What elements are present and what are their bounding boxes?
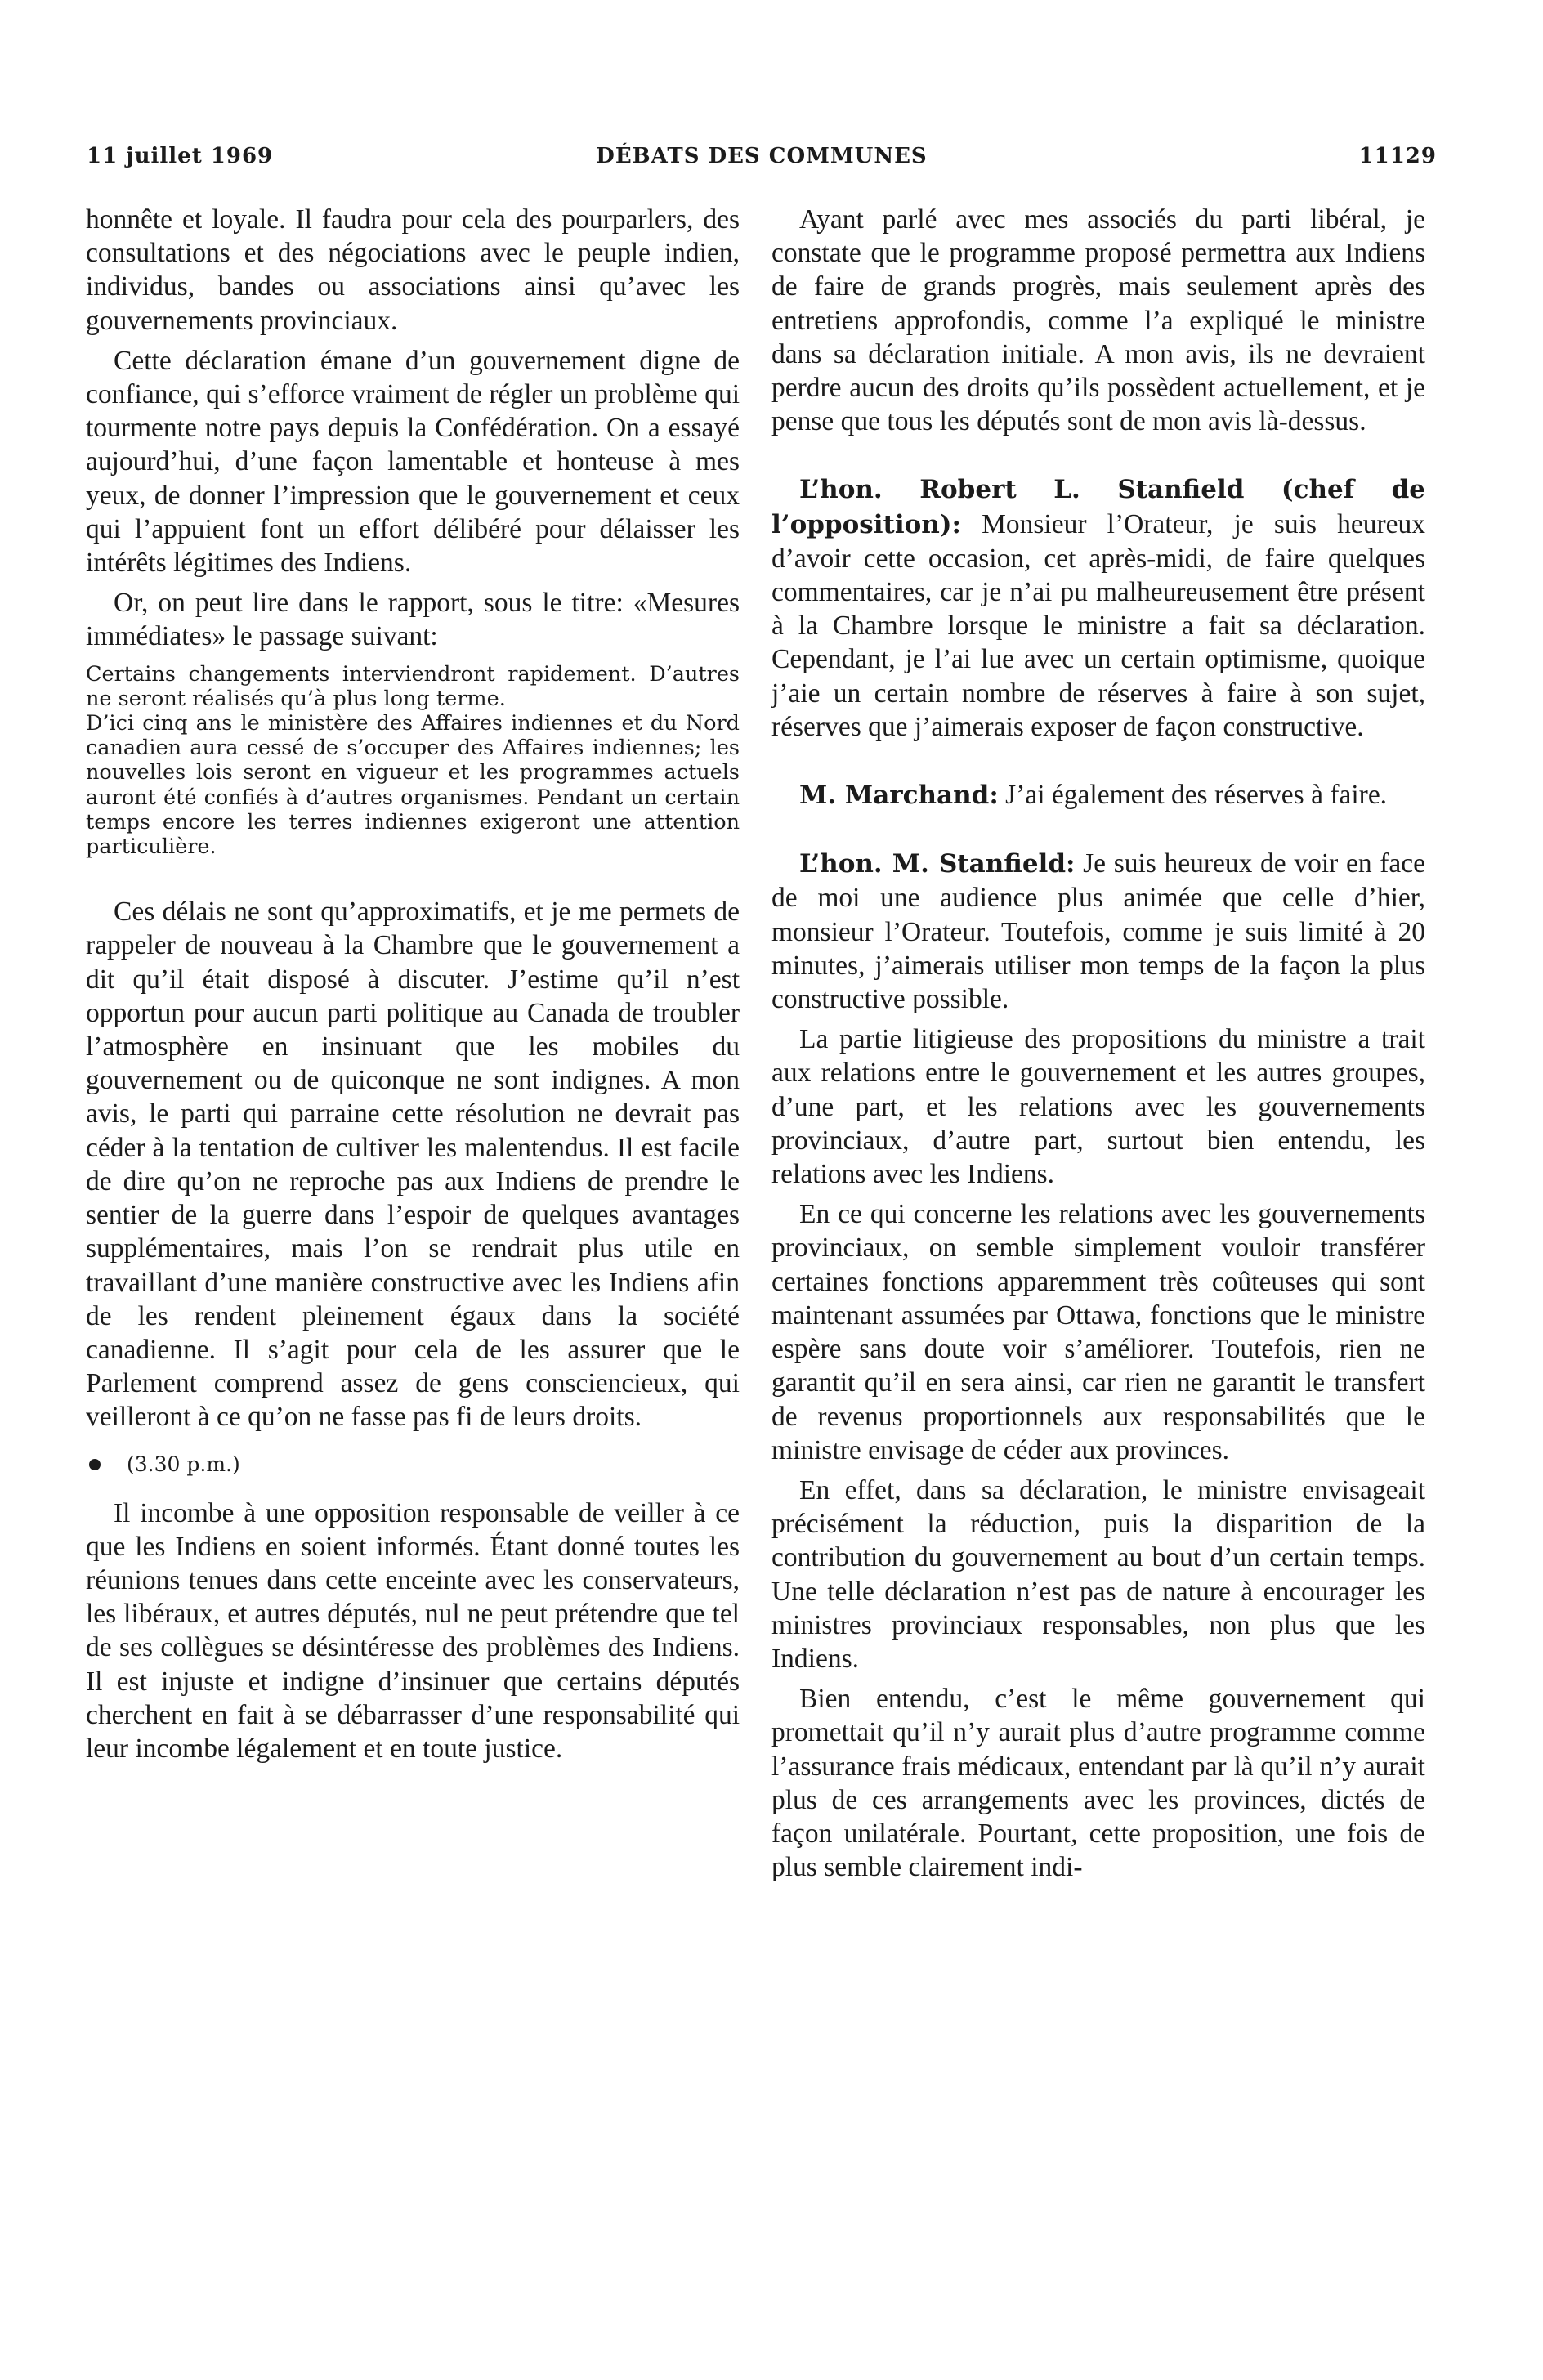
- speech-marchand: [772, 778, 1425, 812]
- right-paragraph-5: Bien entendu, c’est le même gouvernement qui promettait qu’il n’y aurait plus d’autre programme comme l’assurance frais médicaux, entendant par là qu’il n’y aurait plus de ces arrangements avec les provinces, dictés de façon unilatérale. Pourtant, cette proposition, une fois de plus semble clairement indi-: [772, 1684, 1425, 1883]
- quote-paragraph-2: D’ici cinq ans le ministère des Affaires indiennes et du Nord canadien aura cessé de s’occuper des Affaires indiennes; les nouvelles lois seront en vigueur et les programmes actuels auront été confiés à d’autres organismes. Pendant un certain temps encore les terres indiennes exigeront une attention particulière.: [86, 711, 740, 860]
- left-paragraph-2: Cette déclaration émane d’un gouvernement digne de confiance, qui s’efforce vraiment de régler un problème qui tourmente notre pays depuis la Confédération. On a essayé aujourd’hui, d’une façon lamentable et honteuse à mes yeux, de donner l’impression que le gouvernement et ceux qui l’appuient font un effort délibéré pour délaisser les intérêts légitimes des Indiens.: [86, 345, 740, 579]
- speech-stanfield-1: [772, 472, 1425, 744]
- speaker-name: L’hon. M. Stanfield:: [799, 849, 1076, 879]
- header-date: 11 juillet 1969: [87, 144, 274, 168]
- header-page-number: 11129: [1358, 144, 1437, 168]
- right-column: [772, 203, 1425, 1884]
- time-marker-text: (3.30 p.m.): [127, 1452, 240, 1476]
- speaker-name: L’hon. Robert L. Stanfield (chef de l’opposition):: [772, 475, 1425, 539]
- left-paragraph-4: Ces délais ne sont qu’approximatifs, et je me permets de rappeler de nouveau à la Chambre que le gouvernement a dit qu’il était disposé à discuter. J’estime qu’il n’est opportun pour aucun parti politique au Canada de troubler l’atmosphère en insinuant que les mobiles du gouvernement ou de quiconque ne sont indignes. A mon avis, le parti qui parraine cette résolution ne devrait pas céder à la tentation de cultiver les malentendus. Il est facile de dire qu’on ne reproche pas aux Indiens de prendre le sentier de la guerre dans l’espoir de quelques avantages supplémentaires, mais l’on se rendrait plus utile en travaillant d’une manière constructive avec les Indiens afin de les rendent pleinement égaux dans la société canadienne. Il s’agit pour cela de les assurer que le Parlement comprend assez de gens consciencieux, qui veilleront à ce qu’on ne fasse pas fi de leurs droits.: [86, 897, 740, 1433]
- header-title: DÉBATS DES COMMUNES: [596, 144, 928, 168]
- time-marker: [86, 1452, 740, 1477]
- speech-stanfield-2: [772, 847, 1425, 1016]
- block-quote: [86, 662, 740, 860]
- left-paragraph-5: Il incombe à une opposition responsable de veiller à ce que les Indiens en soient informés. Étant donné toutes les réunions tenues dans cette enceinte avec les conservateurs, les libéraux, et autres députés, nul ne peut prétendre que tel de ses collègues se désintéresse des problèmes des Indiens. Il est injuste et indigne d’insinuer que certains députés cherchent en fait à se débarrasser d’une responsabilité qui leur incombe légalement et en toute justice.: [86, 1497, 740, 1764]
- left-paragraph-3: Or, on peut lire dans le rapport, sous le titre: «Mesures immédiates» le passage suivant:: [86, 588, 740, 652]
- right-paragraph-2: La partie litigieuse des propositions du ministre a trait aux relations entre le gouvernement et les autres groupes, d’une part, et les relations avec les gouvernements provinciaux, d’autre part, surtout bien entendu, les relations avec les Indiens.: [772, 1024, 1425, 1190]
- running-header: [87, 144, 1437, 177]
- speech-text: Je suis heureux de voir en face de moi une audience plus animée que celle d’hier, monsieur l’Orateur. Toutefois, comme je suis limité à 20 minutes, j’aimerais utiliser mon temps de la façon la plus constructive possible.: [772, 848, 1426, 1015]
- right-paragraph-1: Ayant parlé avec mes associés du parti libéral, je constate que le programme proposé permettra aux Indiens de faire de grands progrès, mais seulement après des entretiens approfondis, comme l’a expliqué le ministre dans sa déclaration initiale. A mon avis, ils ne devraient perdre aucun des droits qu’ils possèdent actuellement, et je pense que tous les députés sont de mon avis là-dessus.: [772, 204, 1425, 437]
- speech-text: J’ai également des réserves à faire.: [1005, 780, 1388, 811]
- speech-text: Monsieur l’Orateur, je suis heureux d’avoir cette occasion, cet après-midi, de faire quelques commentaires, car je n’ai pu malheureusement être présent à la Chambre lorsque le ministre a fait sa déclaration. Cependant, je l’ai lue avec un certain optimisme, quoique j’aie un certain nombre de réserves à faire à son sujet, réserves que j’aimerais exposer de façon constructive.: [772, 508, 1426, 742]
- bullet-icon: [89, 1459, 101, 1470]
- left-paragraph-1: honnête et loyale. Il faudra pour cela des pourparlers, des consultations et des négociations avec le peuple indien, individus, bandes ou associations ainsi qu’avec les gouvernements provinciaux.: [86, 204, 740, 336]
- right-paragraph-4: En effet, dans sa déclaration, le ministre envisageait précisément la réduction, puis la disparition de la contribution du gouvernement au bout d’un certain temps. Une telle déclaration n’est pas de nature à encourager les ministres provinciaux responsables, non plus que les Indiens.: [772, 1474, 1425, 1674]
- speaker-name: M. Marchand:: [799, 781, 999, 811]
- right-paragraph-3: En ce qui concerne les relations avec les gouvernements provinciaux, on semble simplement vouloir transférer certaines fonctions apparemment très coûteuses qui sont maintenant assumées par Ottawa, fonctions que le ministre espère sans doute voir s’améliorer. Toutefois, rien ne garantit qu’il en sera ainsi, car rien ne garantit le transfert de revenus proportionnels aux responsabilités que le ministre envisage de céder aux provinces.: [772, 1199, 1425, 1465]
- quote-paragraph-1: Certains changements interviendront rapidement. D’autres ne seront réalisés qu’à plus long terme.: [86, 661, 740, 711]
- left-column: [86, 203, 740, 1765]
